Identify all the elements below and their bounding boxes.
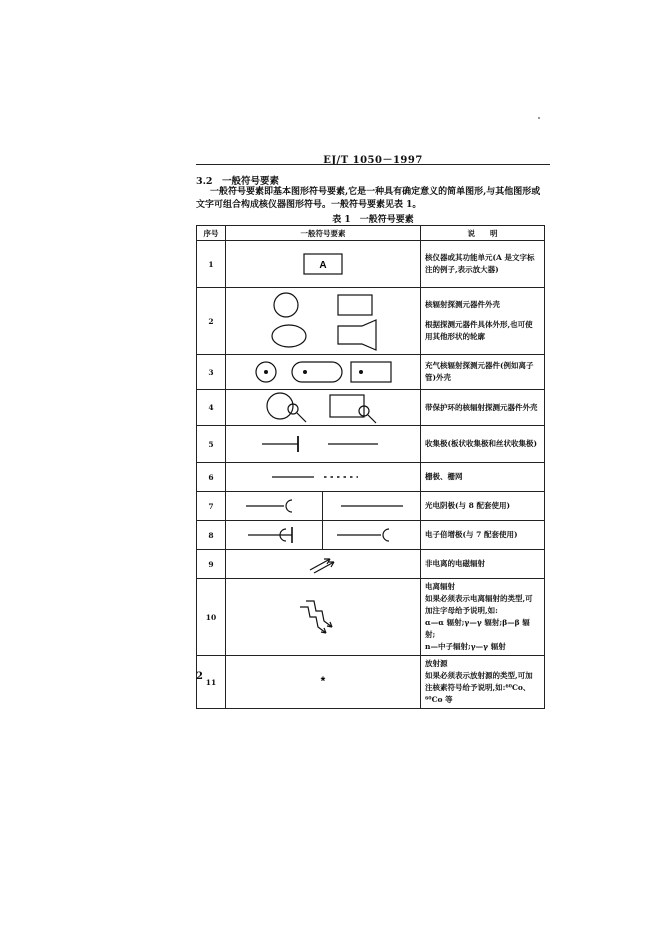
column-header-symbol: 一般符号要素 [226, 226, 421, 241]
dynode-symbol [226, 521, 322, 549]
document-code: EJ/T 1050－1997 [323, 155, 423, 166]
description-cell [421, 550, 545, 579]
description-text: 带保护环的核辐射探测元器件外壳 [425, 402, 538, 412]
row-number: 4 [197, 390, 226, 426]
description-cell [421, 390, 545, 426]
description-text: 放射源 [425, 659, 448, 668]
symbol-cell [226, 521, 323, 550]
symbol-cell [226, 390, 421, 426]
photocathode-line-symbol [323, 492, 420, 520]
photocathode-symbol [226, 492, 322, 520]
header-rule [196, 164, 550, 165]
gas-detector-symbols [226, 355, 419, 389]
symbol-cell [226, 492, 323, 521]
section-paragraph [196, 186, 550, 212]
row-number: 10 [197, 579, 226, 656]
symbol-cell [323, 492, 421, 521]
paragraph-line-1: 一般符号要素即基本图形符号要素,它是一种具有确定意义的简单图形,与其他图形或 [210, 187, 541, 197]
paragraph-line-2: 文字可组合构成核仪器图形符号。一般符号要素见表 1。 [196, 200, 422, 210]
description-cell [421, 463, 545, 492]
row-number: 5 [197, 426, 226, 463]
table-row [197, 521, 545, 550]
description-text: 栅极、栅网 [425, 472, 463, 481]
description-text: 充气核辐射探测元器件(例如离子管)外壳 [425, 361, 534, 382]
description-text: 核辐射探测元器件外壳 [425, 300, 500, 309]
ionizing-radiation-arrows [226, 587, 419, 647]
page-number: 2 [196, 671, 203, 682]
row-number: 9 [197, 550, 226, 579]
description-text: 如果必须表示放射源的类型,可加注核素符号给予说明,如:⁶⁰Co、 [425, 671, 533, 692]
row-number: 3 [197, 355, 226, 390]
description-text: α—α 辐射;γ—γ 辐射;β—β 辐射; [425, 618, 530, 639]
description-text: 收集极(板状收集极和丝状收集极) [425, 439, 538, 448]
row-number: 8 [197, 521, 226, 550]
description-cell [421, 355, 545, 390]
unit-box-symbol [226, 241, 419, 287]
symbol-cell [226, 241, 421, 288]
table-row [197, 656, 545, 709]
grid-symbols [226, 463, 419, 491]
description-text: n—中子辐射;γ—γ 辐射 [425, 642, 506, 651]
description-text: 如果必须表示电离辐射的类型,可加注字母给予说明,如: [425, 594, 533, 615]
guard-ring-detector-symbols [226, 390, 419, 425]
symbol-cell [226, 426, 421, 463]
table-row [197, 426, 545, 463]
description-text: 电离辐射 [425, 582, 455, 591]
section-title: 3.2 一般符号要素 [196, 176, 280, 187]
row-number: 2 [197, 288, 226, 355]
scan-speck [538, 117, 540, 119]
column-header-description: 说 明 [421, 226, 545, 241]
description-cell [421, 426, 545, 463]
column-header-number: 序号 [197, 226, 226, 241]
collector-symbols [226, 426, 419, 462]
detector-housing-symbols [226, 288, 419, 354]
description-cell [421, 579, 545, 656]
symbol-cell [226, 355, 421, 390]
symbol-cell [226, 550, 421, 579]
description-cell [421, 492, 545, 521]
symbol-cell [226, 288, 421, 355]
symbol-elements-table [196, 225, 545, 709]
row-number: 11 [197, 656, 226, 709]
description-text: 核仪器或其功能单元(A 是文字标注的例子,表示放大器) [425, 253, 535, 274]
table-row [197, 492, 545, 521]
table-header-row [197, 226, 545, 241]
asterisk-icon: * [320, 674, 326, 688]
table-row [197, 550, 545, 579]
description-text: 光电阴极(与 8 配套使用) [425, 501, 511, 510]
symbol-cell [226, 656, 421, 709]
table-row [197, 390, 545, 426]
table-row [197, 241, 545, 288]
description-text: 根据探测元器件具体外形,也可使用其他形状的轮廓 [425, 320, 533, 341]
table-caption: 表 1 一般符号要素 [332, 215, 414, 225]
description-text: 非电离的电磁辐射 [425, 559, 485, 568]
row-number: 7 [197, 492, 226, 521]
row-number: 1 [197, 241, 226, 288]
table-row [197, 463, 545, 492]
table-row [197, 579, 545, 656]
unit-box-label: A [319, 260, 327, 271]
description-cell [421, 241, 545, 288]
symbol-cell [226, 579, 421, 656]
row-number: 6 [197, 463, 226, 492]
description-cell [421, 288, 545, 355]
radioactive-source-symbol [226, 657, 419, 707]
symbol-cell [323, 521, 421, 550]
non-ionizing-radiation-arrows [226, 550, 419, 578]
table-row [197, 355, 545, 390]
description-text: ⁶⁰Co 等 [425, 695, 453, 704]
table-row [197, 288, 545, 355]
symbol-cell [226, 463, 421, 492]
description-text: 电子倍增极(与 7 配套使用) [425, 530, 518, 539]
dynode-curve-symbol [323, 521, 420, 549]
description-cell [421, 656, 545, 709]
description-cell [421, 521, 545, 550]
